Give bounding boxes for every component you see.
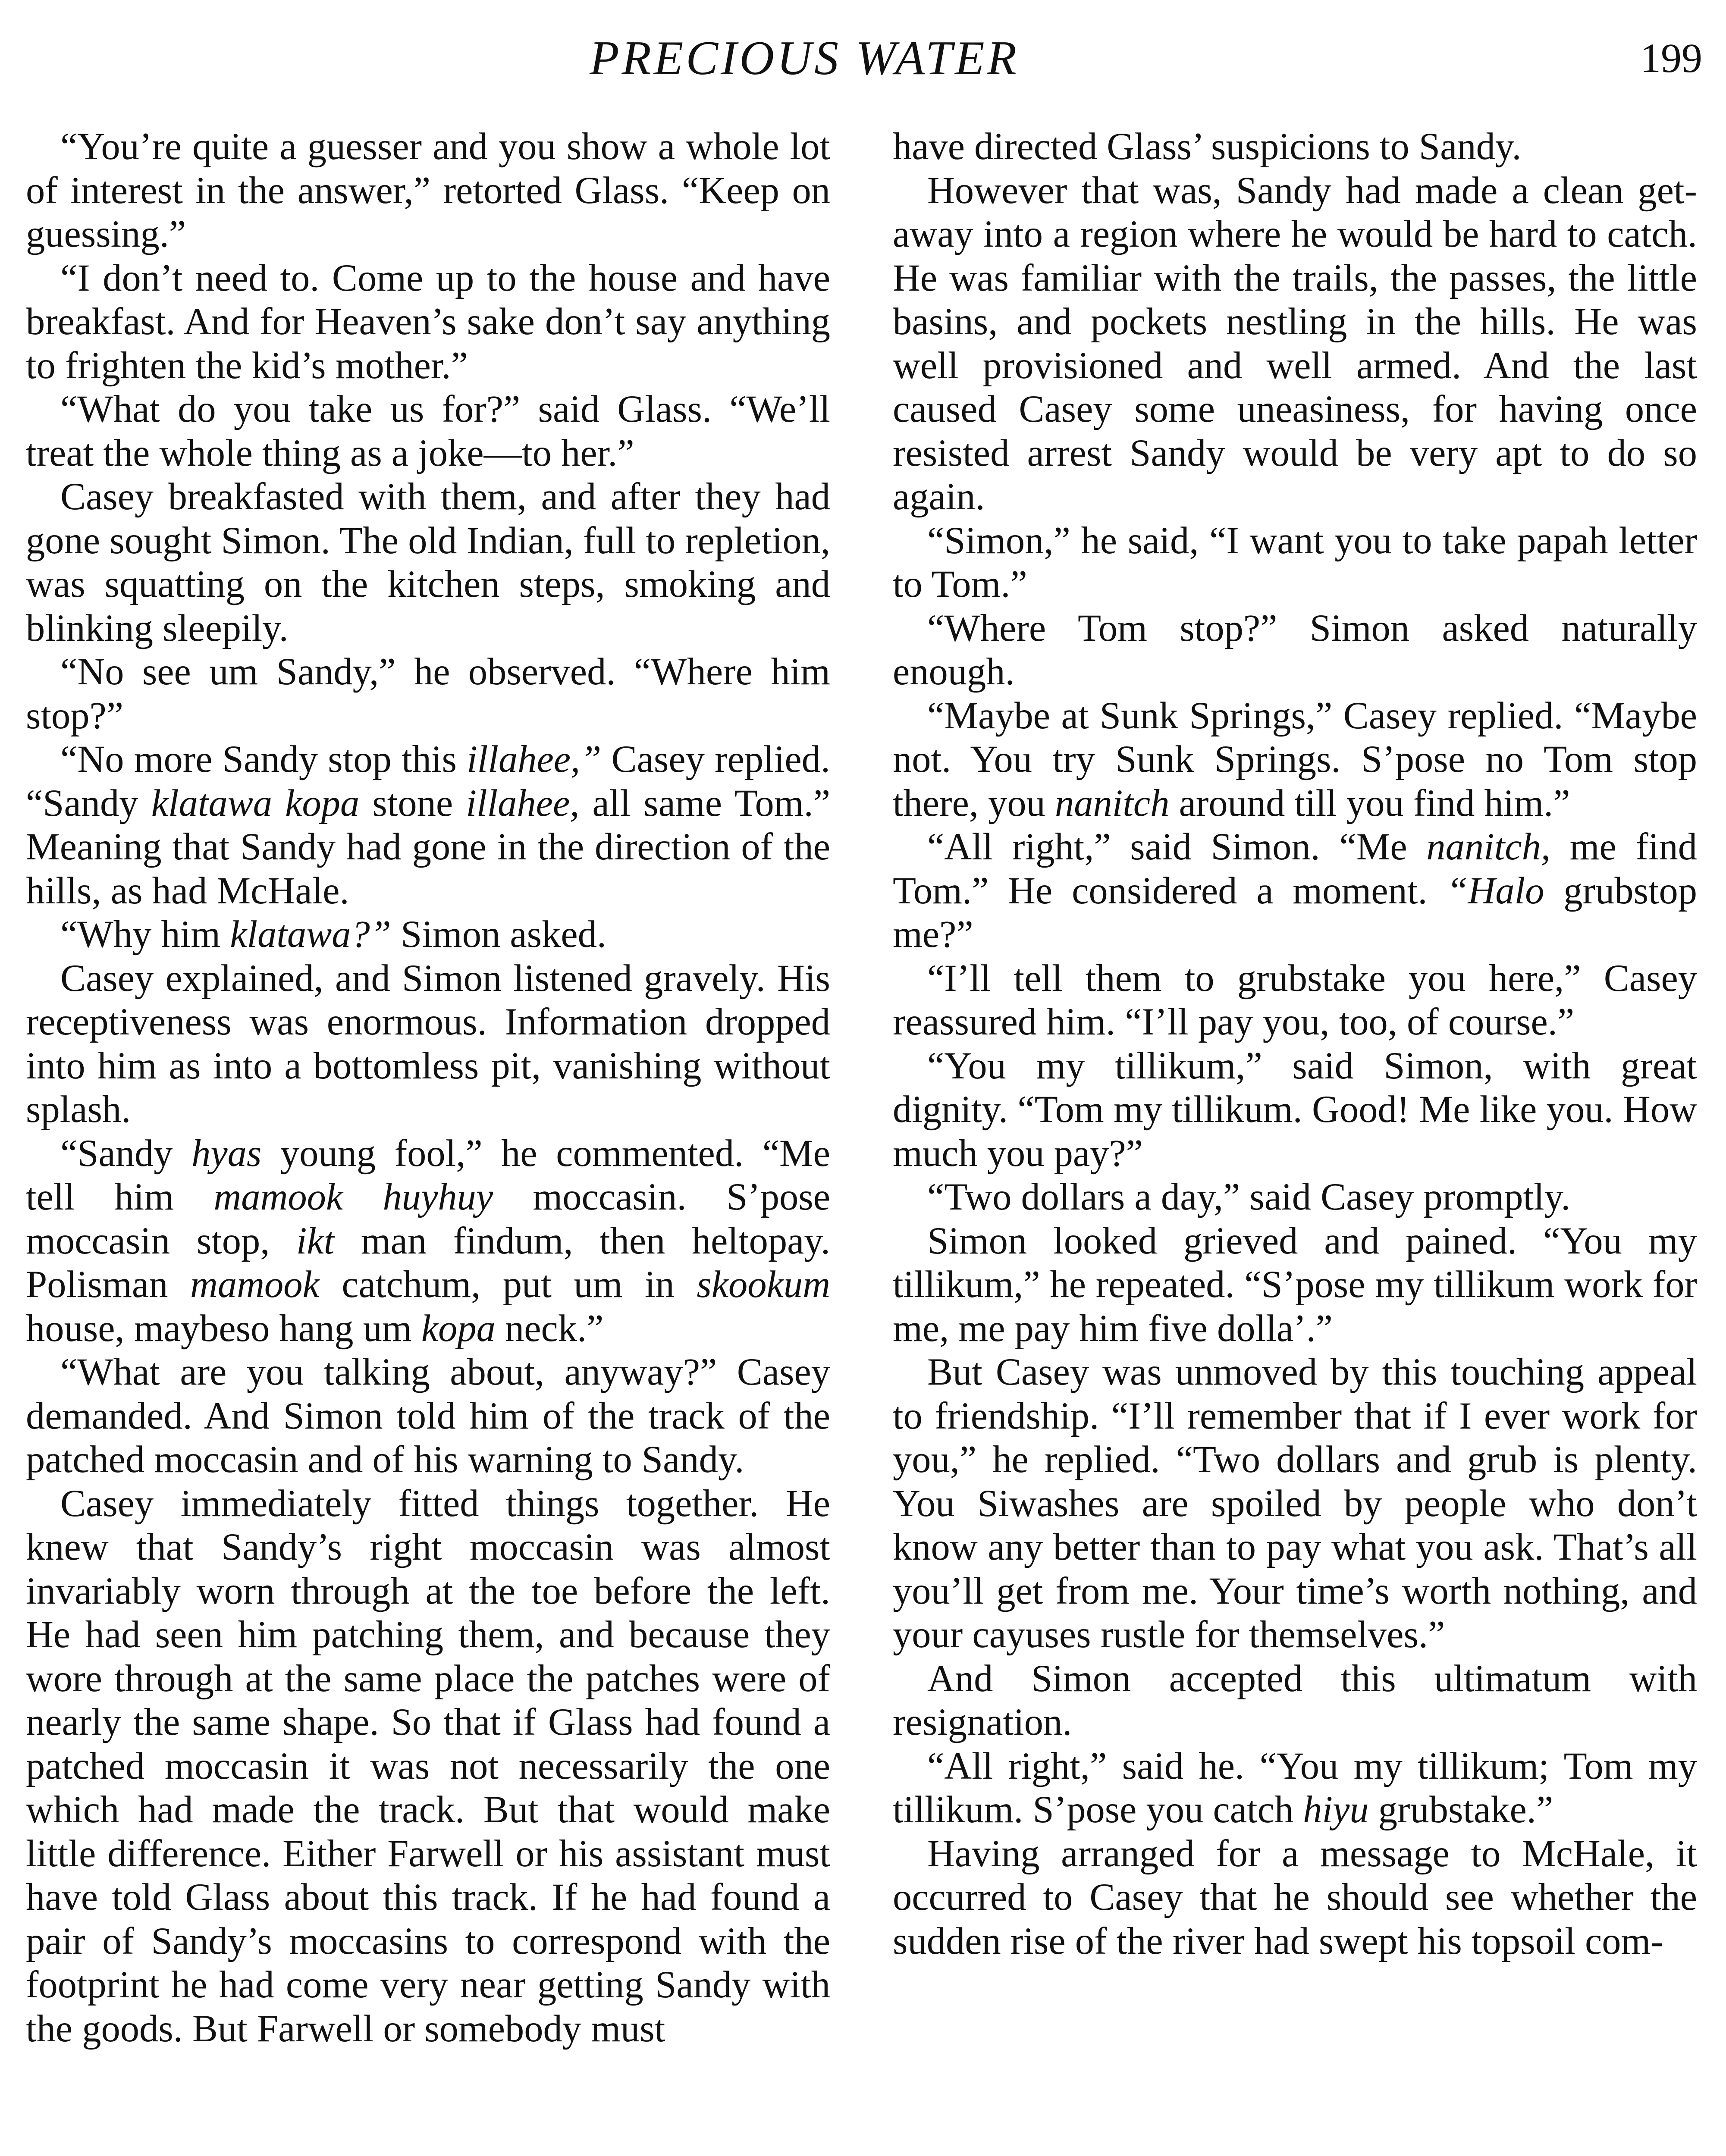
- running-head: [0, 26, 1726, 91]
- paragraph: [893, 1219, 1697, 1351]
- text-run: However that was, Sandy had made a clean get-away into a region where he would be hard to catch. He was familiar with the trails, the passes, the little basins, and pockets nestling in the hills. He was well provisioned and well armed. And the last caused Casey some uneasiness, for having once resisted arrest Sandy would be very apt to do so again.: [893, 169, 1697, 518]
- text-run: “Simon,” he said, “I want you to take papah letter to Tom.”: [893, 519, 1697, 605]
- text-run: grubstake.”: [1368, 1789, 1553, 1831]
- paragraph: [26, 650, 830, 738]
- paragraph: [893, 125, 1697, 169]
- text-run: “Maybe at Sunk Springs,” Casey replied. “Maybe not. You try Sunk Springs. S’pose no Tom stop there, you: [893, 694, 1697, 824]
- italic-text: hiyu: [1303, 1789, 1369, 1831]
- paragraph: [26, 1482, 830, 2051]
- text-run: Casey immediately fitted things together. He knew that Sandy’s right moccasin was almost invariably worn through at the toe before the left. He had seen him patching them, and because they wore through at the same place the patches were of nearly the same shape. So that if Glass had found a patched moccasin it was not necessarily the one which had made the track. But that would make little difference. Either Farwell or his assistant must have told Glass about this track. If he had found a pair of Sandy’s moccasins to correspond with the footprint he had come very near getting Sandy with the goods. But Farwell or somebody must: [26, 1482, 830, 2050]
- italic-text: hyas: [191, 1132, 262, 1175]
- italic-text: nanitch,: [1426, 826, 1550, 868]
- paragraph: [26, 913, 830, 957]
- text-run: “All right,” said Simon. “Me: [927, 826, 1427, 868]
- text-run: Simon looked grieved and pained. “You my tillikum,” he repeated. “S’pose my tillikum work for me, me pay him five dolla’.”: [893, 1219, 1697, 1350]
- paragraph: [26, 957, 830, 1132]
- text-run: me find Tom.” He considered a moment.: [893, 826, 1697, 912]
- paragraph: [893, 1044, 1697, 1176]
- text-run: “What do you take us for?” said Glass. “We’ll treat the whole thing as a joke—to her.”: [26, 388, 830, 474]
- text-run: have directed Glass’ suspicions to Sandy.: [893, 125, 1522, 168]
- text-run: “You’re quite a guesser and you show a whole lot of interest in the answer,” retorted Glass. “Keep on guessing.”: [26, 125, 830, 255]
- paragraph: [26, 475, 830, 650]
- text-run: “I’ll tell them to grubstake you here,” Casey reassured him. “I’ll pay you, too, of course.”: [893, 957, 1697, 1043]
- paragraph: [893, 169, 1697, 519]
- text-run: Casey breakfasted with them, and after they had gone sought Simon. The old Indian, full to repletion, was squatting on the kitchen steps, smoking and blinking sleepily.: [26, 476, 830, 649]
- text-run: stone: [359, 782, 466, 824]
- italic-text: skookum: [697, 1263, 830, 1306]
- paragraph: [893, 1657, 1697, 1745]
- text-column-right: [893, 125, 1697, 2156]
- text-run: But Casey was unmoved by this touching appeal to friendship. “I’ll remember that if I ever work for you,” he replied. “Two dollars and grub is plenty. You Siwashes are spoiled by people who don’t know any better than to pay what you ask. That’s all you’ll get from me. Your time’s worth nothing, and your cayuses rustle for themselves.”: [893, 1351, 1697, 1656]
- text-run: house, maybeso hang um: [26, 1307, 421, 1350]
- running-title: PRECIOUS WATER: [590, 31, 1019, 85]
- paragraph: [893, 1351, 1697, 1657]
- text-column-left: [26, 125, 830, 2156]
- italic-text: ikt: [296, 1219, 335, 1262]
- text-run: around till you find him.”: [1169, 782, 1570, 824]
- paragraph: [26, 125, 830, 257]
- text-run: “Why him: [60, 913, 230, 956]
- paragraph: [26, 257, 830, 388]
- text-run: “I don’t need to. Come up to the house and have breakfast. And for Heaven’s sake don’t say anything to frighten the kid’s mother.”: [26, 257, 830, 387]
- text-run: “No more Sandy stop this: [60, 738, 467, 780]
- text-run: “No see um Sandy,” he observed. “Where him stop?”: [26, 651, 830, 737]
- italic-text: illahee,: [466, 782, 580, 824]
- text-run: “All right,” said he. “You my tillikum; Tom my tillikum. S’pose you catch: [893, 1745, 1697, 1831]
- paragraph: [893, 607, 1697, 694]
- italic-text: klatawa?”: [230, 913, 391, 956]
- italic-text: mamook huyhuy: [213, 1176, 493, 1218]
- paragraph: [893, 1745, 1697, 1832]
- text-run: “Two dollars a day,” said Casey promptly.: [927, 1176, 1571, 1218]
- text-run: “Where Tom stop?” Simon asked naturally enough.: [893, 607, 1697, 693]
- text-run: “What are you talking about, anyway?” Casey demanded. And Simon told him of the track of the patched moccasin and of his warning to Sandy.: [26, 1351, 830, 1481]
- italic-text: nanitch: [1055, 782, 1170, 824]
- text-run: neck.”: [495, 1307, 604, 1350]
- italic-text: “Halo: [1447, 869, 1544, 912]
- italic-text: mamook: [190, 1263, 320, 1306]
- text-run: young fool,” he commented. “Me tell him: [26, 1132, 830, 1218]
- paragraph: [893, 825, 1697, 957]
- paragraph: [26, 388, 830, 475]
- paragraph: [26, 1132, 830, 1351]
- text-run: “You my tillikum,” said Simon, with great dignity. “Tom my tillikum. Good! Me like you. How much you pay?”: [893, 1044, 1697, 1175]
- page-number: 199: [1640, 35, 1702, 81]
- text-run: “Sandy: [60, 1132, 192, 1175]
- text-run: man findum, then heltopay. Polisman: [26, 1219, 830, 1306]
- text-run: all same Tom.” Meaning that Sandy had gone in the direction of the hills, as had McHale.: [26, 782, 830, 912]
- text-run: catchum, put um in: [319, 1263, 697, 1306]
- text-run: And Simon accepted this ultimatum with resignation.: [893, 1657, 1697, 1743]
- text-run: Casey replied. “Sandy: [26, 738, 830, 824]
- text-run: Casey explained, and Simon listened gravely. His receptiveness was enormous. Information dropped into him as into a bottomless pit, vanishing without splash.: [26, 957, 830, 1131]
- paragraph: [26, 1351, 830, 1482]
- text-run: grubstop me?”: [893, 869, 1697, 956]
- paragraph: [893, 957, 1697, 1044]
- paragraph: [893, 1832, 1697, 1964]
- paragraph: [893, 694, 1697, 826]
- italic-text: illahee,”: [467, 738, 602, 780]
- paragraph: [893, 1175, 1697, 1219]
- italic-text: kopa: [421, 1307, 496, 1350]
- text-run: Having arranged for a message to McHale, it occurred to Casey that he should see whether the sudden rise of the river had swept his topsoil com-: [893, 1832, 1697, 1962]
- italic-text: klatawa kopa: [151, 782, 360, 824]
- text-run: moccasin. S’pose moccasin stop,: [26, 1176, 830, 1262]
- text-run: Simon asked.: [391, 913, 606, 956]
- paragraph: [26, 738, 830, 913]
- paragraph: [893, 519, 1697, 607]
